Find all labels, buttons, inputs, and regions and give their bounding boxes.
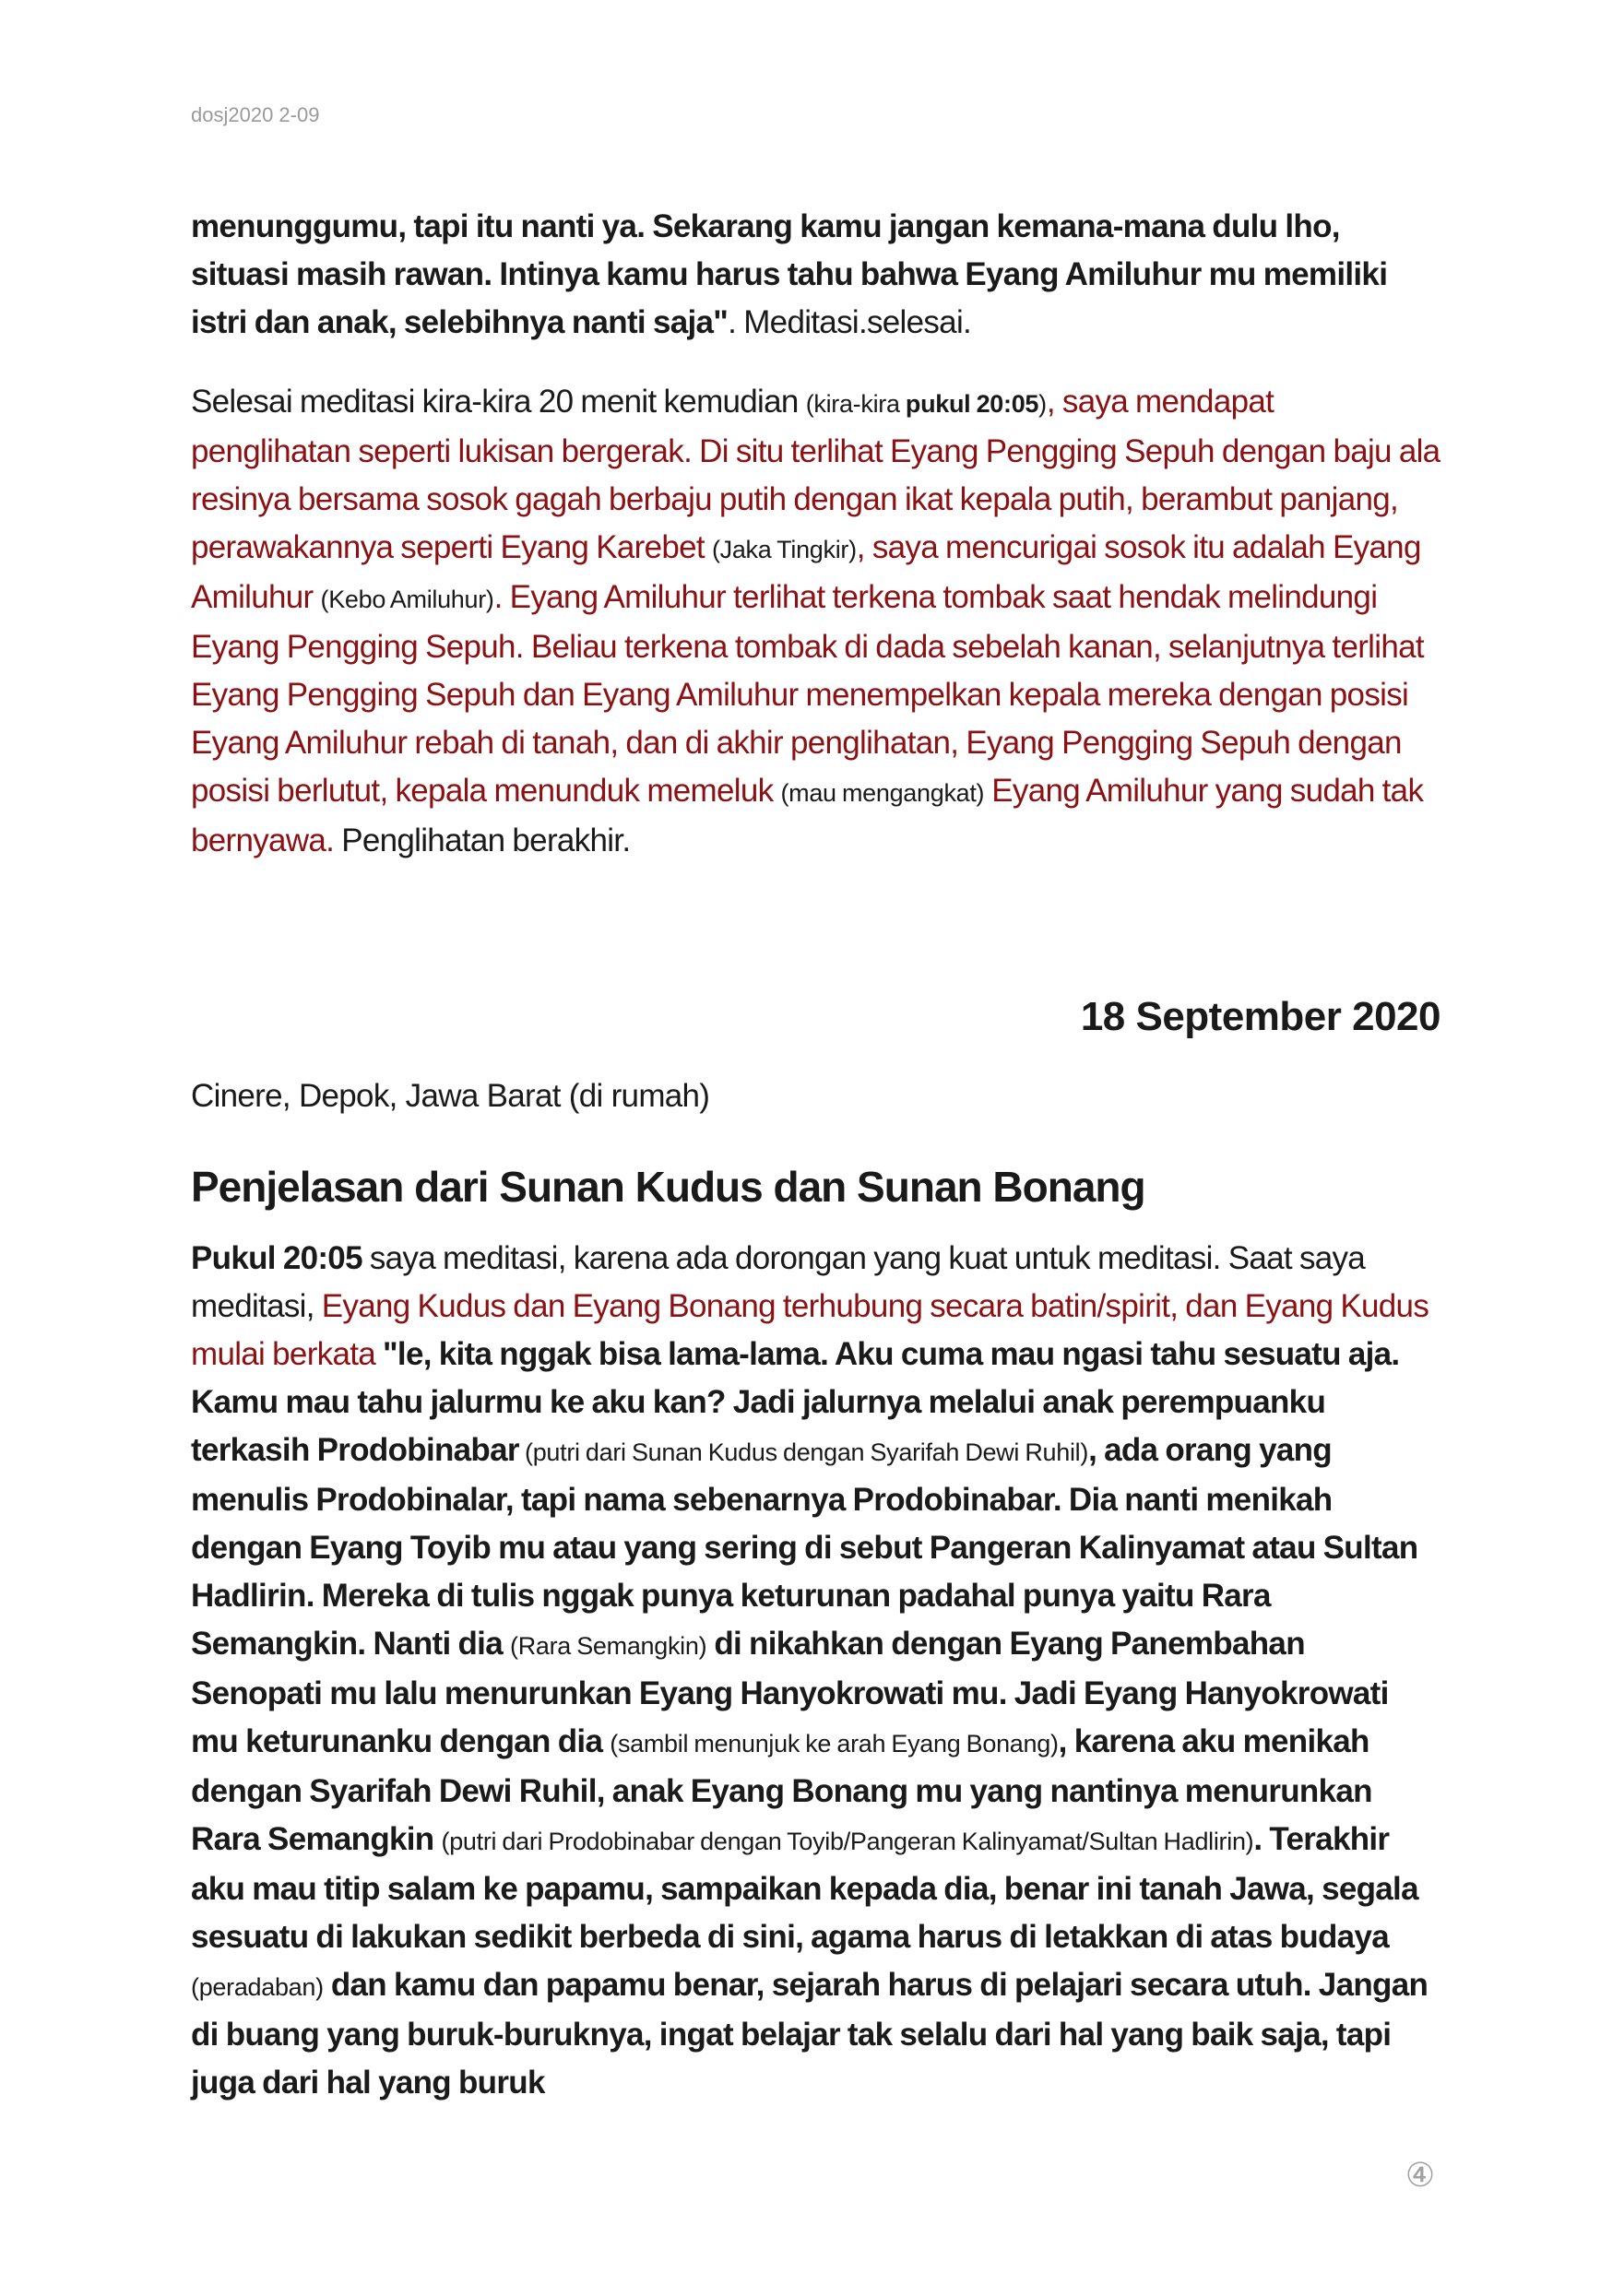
page-content — [191, 203, 1440, 2138]
note-peradaban: (peradaban) — [191, 1973, 324, 2001]
sunan-kudus-speech-1: "le, kita nggak bisa lama-lama. Aku cuma mau ngasi tahu sesuatu aja. Kamu mau tahu jalurmu ke aku kan? Jadi jalurnya melalui anak perempuanku terkasih Prodobinabar — [191, 1336, 1400, 1468]
note-menunjuk: (sambil menunjuk ke arah Eyang Bonang) — [610, 1730, 1059, 1758]
note-rara-semangkin: (Rara Semangkin) — [510, 1632, 707, 1660]
spirit-connection-text: Eyang Kudus dan Eyang Bonang terhubung secara batin/spirit, dan Eyang Kudus mulai berkata — [191, 1288, 1429, 1372]
quoted-speech: menunggumu, tapi itu nanti ya. Sekarang kamu jangan kemana-mana dulu lho, situasi masih rawan. Intinya kamu harus tahu bahwa Eyang Amiluhur mu memiliki istri dan anak, selebihnya nanti saja" — [191, 208, 1388, 340]
paragraph-vision — [191, 378, 1440, 865]
sunan-kudus-speech-5: . Terakhir aku mau titip salam ke papamu, sampaikan kepada dia, benar ini tanah Jawa, segala sesuatu di lakukan sedikit berbeda di sini, agama harus di letakkan di atas budaya — [191, 1821, 1418, 1955]
vision-description: , saya mendapat penglihatan seperti lukisan bergerak. Di situ terlihat Eyang Pengging Sepuh dengan baju ala resinya bersama sosok gagah berbaju putih dengan ikat kepala putih, berambut panjang, perawakannya seperti Eyang Karebet — [191, 384, 1440, 565]
time-note-open: (kira-kira — [805, 390, 906, 418]
place-line: Cinere, Depok, Jawa Barat (di rumah) — [191, 1078, 710, 1114]
sunan-kudus-speech-3: di nikahkan dengan Eyang Panembahan Senopati mu lalu menurunkan Eyang Hanyokrowati mu. Jadi Eyang Hanyokrowati mu keturunanku dengan dia — [191, 1626, 1389, 1759]
page-number: ④ — [1405, 2157, 1436, 2195]
time-label: Pukul 20:05 — [191, 1240, 362, 1276]
note-jaka-tingkir: (Jaka Tingkir) — [711, 536, 857, 563]
sunan-kudus-speech-4: , karena aku menikah dengan Syarifah Dewi Ruhil, anak Eyang Bonang mu yang nantinya menurunkan Rara Semangkin — [191, 1723, 1372, 1857]
note-kebo-amiluhur: (Kebo Amiluhur) — [320, 586, 494, 613]
vision-scene: . Eyang Amiluhur terlihat terkena tombak saat hendak melindungi Eyang Pengging Sepuh. Beliau terkena tombak di dada sebelah kanan, selanjutnya terlihat Eyang Pengging Sepuh dan Eyang Amiluhur menempelkan kepala mereka dengan posisi Eyang Amiluhur rebah di tanah, dan di akhir penglihatan, Eyang Pengging Sepuh dengan posisi berlutut, kepala menunduk memeluk — [191, 579, 1424, 809]
vision-ended-text: Penglihatan berakhir. — [334, 823, 631, 858]
note-putri-sunan-kudus: (putri dari Sunan Kudus dengan Syarifah Dewi Ruhil) — [518, 1438, 1089, 1466]
time-note-time: pukul 20:05 — [905, 390, 1039, 418]
note-putri-prodobinabar: (putri dari Prodobinabar dengan Toyib/Pangeran Kalinyamat/Sultan Hadlirin) — [441, 1828, 1254, 1855]
vision-ending: Eyang Amiluhur yang sudah tak bernyawa. — [191, 773, 1424, 858]
time-note-close: ) — [1038, 390, 1047, 418]
note-mau-mengangkat: (mau mengangkat) — [780, 779, 985, 807]
sunan-kudus-speech-6: dan kamu dan papamu benar, sejarah harus di pelajari secara utuh. Jangan di buang yang buruk-buruknya, ingat belajar tak selalu dari hal yang baik saja, tapi juga dari hal yang buruk — [191, 1967, 1428, 2101]
date-heading: 18 September 2020 — [1080, 994, 1440, 1039]
vision-intro: Selesai meditasi kira-kira 20 menit kemudian — [191, 384, 806, 420]
paragraph-dialogue-end — [191, 203, 1440, 347]
vision-suspicion: , saya mencurigai sosok itu adalah Eyang Amiluhur — [191, 529, 1421, 615]
meditation-end-text: . Meditasi.selesai. — [728, 304, 972, 340]
meditation-intro: saya meditasi, karena ada dorongan yang kuat untuk meditasi. Saat saya meditasi, — [191, 1240, 1366, 1324]
running-header: dosj2020 2-09 — [191, 103, 320, 126]
section-title: Penjelasan dari Sunan Kudus dan Sunan Bonang — [191, 1163, 1145, 1211]
sunan-kudus-speech-2: , ada orang yang menulis Prodobinalar, tapi nama sebenarnya Prodobinabar. Dia nanti menikah dengan Eyang Toyib mu atau yang sering di sebut Pangeran Kalinyamat atau Sultan Hadlirin. Mereka di tulis nggak punya keturunan padahal punya yaitu Rara Semangkin. Nanti dia — [191, 1432, 1418, 1662]
paragraph-explanation — [191, 1235, 1440, 2107]
